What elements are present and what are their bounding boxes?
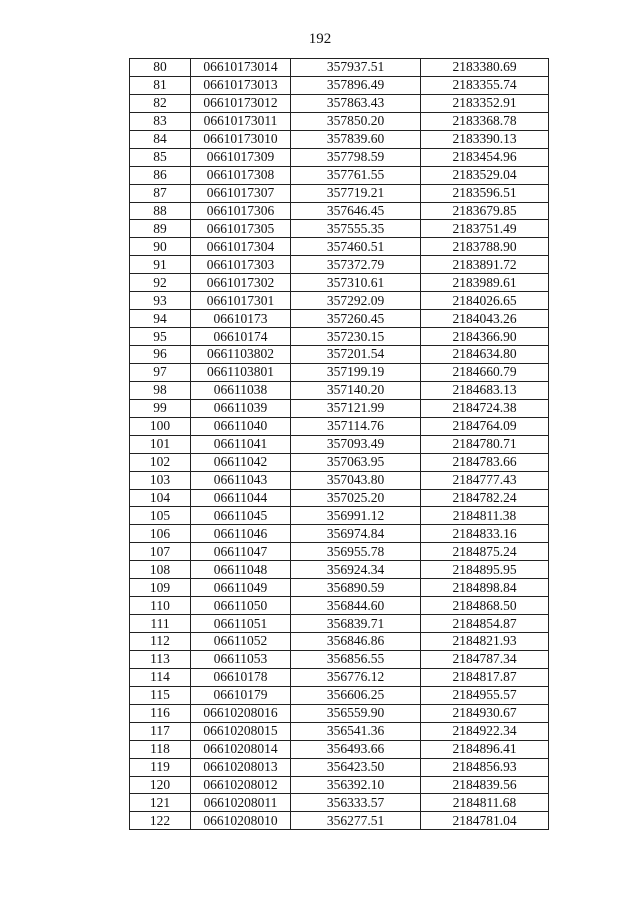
- point-id-cell: 0661017309: [191, 148, 291, 166]
- y-coordinate-cell: 2183989.61: [421, 274, 549, 292]
- y-coordinate-cell: 2184821.93: [421, 633, 549, 651]
- row-number-cell: 89: [130, 220, 191, 238]
- x-coordinate-cell: 357937.51: [291, 59, 421, 77]
- point-id-cell: 06611052: [191, 633, 291, 651]
- y-coordinate-cell: 2184782.24: [421, 489, 549, 507]
- x-coordinate-cell: 357761.55: [291, 166, 421, 184]
- table-row: [130, 776, 549, 794]
- x-coordinate-cell: 356493.66: [291, 740, 421, 758]
- x-coordinate-cell: 357025.20: [291, 489, 421, 507]
- table-row: [130, 435, 549, 453]
- row-number-cell: 114: [130, 668, 191, 686]
- x-coordinate-cell: 356974.84: [291, 525, 421, 543]
- y-coordinate-cell: 2184833.16: [421, 525, 549, 543]
- row-number-cell: 116: [130, 704, 191, 722]
- table-row: [130, 112, 549, 130]
- point-id-cell: 06610173013: [191, 76, 291, 94]
- point-id-cell: 06610208014: [191, 740, 291, 758]
- x-coordinate-cell: 356277.51: [291, 812, 421, 830]
- x-coordinate-cell: 356955.78: [291, 543, 421, 561]
- point-id-cell: 0661103801: [191, 363, 291, 381]
- x-coordinate-cell: 356776.12: [291, 668, 421, 686]
- point-id-cell: 06610208011: [191, 794, 291, 812]
- point-id-cell: 0661017304: [191, 238, 291, 256]
- x-coordinate-cell: 356890.59: [291, 579, 421, 597]
- table-row: [130, 507, 549, 525]
- row-number-cell: 110: [130, 597, 191, 615]
- point-id-cell: 06611048: [191, 561, 291, 579]
- table-row: [130, 650, 549, 668]
- x-coordinate-cell: 356991.12: [291, 507, 421, 525]
- x-coordinate-cell: 357292.09: [291, 292, 421, 310]
- point-id-cell: 0661017303: [191, 256, 291, 274]
- row-number-cell: 94: [130, 310, 191, 328]
- table-row: [130, 794, 549, 812]
- point-id-cell: 06610173011: [191, 112, 291, 130]
- table-row: [130, 274, 549, 292]
- point-id-cell: 0661017308: [191, 166, 291, 184]
- x-coordinate-cell: 356839.71: [291, 615, 421, 633]
- x-coordinate-cell: 356846.86: [291, 633, 421, 651]
- y-coordinate-cell: 2183390.13: [421, 130, 549, 148]
- point-id-cell: 06611040: [191, 417, 291, 435]
- y-coordinate-cell: 2184777.43: [421, 471, 549, 489]
- y-coordinate-cell: 2184787.34: [421, 650, 549, 668]
- table-row: [130, 256, 549, 274]
- point-id-cell: 06611051: [191, 615, 291, 633]
- page-number: 192: [308, 31, 332, 47]
- y-coordinate-cell: 2183751.49: [421, 220, 549, 238]
- y-coordinate-cell: 2184634.80: [421, 346, 549, 364]
- row-number-cell: 86: [130, 166, 191, 184]
- row-number-cell: 103: [130, 471, 191, 489]
- table-row: [130, 489, 549, 507]
- row-number-cell: 122: [130, 812, 191, 830]
- x-coordinate-cell: 357863.43: [291, 94, 421, 112]
- point-id-cell: 0661017306: [191, 202, 291, 220]
- point-id-cell: 0661017302: [191, 274, 291, 292]
- point-id-cell: 06611043: [191, 471, 291, 489]
- table-row: [130, 686, 549, 704]
- x-coordinate-cell: 357372.79: [291, 256, 421, 274]
- y-coordinate-cell: 2183454.96: [421, 148, 549, 166]
- x-coordinate-cell: 356844.60: [291, 597, 421, 615]
- coordinates-table-body: [130, 59, 549, 830]
- x-coordinate-cell: 357199.19: [291, 363, 421, 381]
- table-row: [130, 328, 549, 346]
- row-number-cell: 111: [130, 615, 191, 633]
- row-number-cell: 84: [130, 130, 191, 148]
- y-coordinate-cell: 2184043.26: [421, 310, 549, 328]
- row-number-cell: 112: [130, 633, 191, 651]
- x-coordinate-cell: 357798.59: [291, 148, 421, 166]
- y-coordinate-cell: 2184783.66: [421, 453, 549, 471]
- point-id-cell: 06610173012: [191, 94, 291, 112]
- table-row: [130, 417, 549, 435]
- x-coordinate-cell: 357460.51: [291, 238, 421, 256]
- point-id-cell: 06610208015: [191, 722, 291, 740]
- x-coordinate-cell: 356423.50: [291, 758, 421, 776]
- y-coordinate-cell: 2184660.79: [421, 363, 549, 381]
- point-id-cell: 06611047: [191, 543, 291, 561]
- row-number-cell: 105: [130, 507, 191, 525]
- y-coordinate-cell: 2184854.87: [421, 615, 549, 633]
- row-number-cell: 100: [130, 417, 191, 435]
- point-id-cell: 0661017301: [191, 292, 291, 310]
- y-coordinate-cell: 2184811.38: [421, 507, 549, 525]
- table-row: [130, 94, 549, 112]
- table-row: [130, 381, 549, 399]
- x-coordinate-cell: 356333.57: [291, 794, 421, 812]
- y-coordinate-cell: 2183352.91: [421, 94, 549, 112]
- row-number-cell: 119: [130, 758, 191, 776]
- y-coordinate-cell: 2184875.24: [421, 543, 549, 561]
- x-coordinate-cell: 357043.80: [291, 471, 421, 489]
- y-coordinate-cell: 2183529.04: [421, 166, 549, 184]
- y-coordinate-cell: 2184896.41: [421, 740, 549, 758]
- row-number-cell: 98: [130, 381, 191, 399]
- y-coordinate-cell: 2184366.90: [421, 328, 549, 346]
- y-coordinate-cell: 2183788.90: [421, 238, 549, 256]
- point-id-cell: 0661017307: [191, 184, 291, 202]
- table-row: [130, 525, 549, 543]
- table-row: [130, 758, 549, 776]
- x-coordinate-cell: 357896.49: [291, 76, 421, 94]
- row-number-cell: 93: [130, 292, 191, 310]
- table-row: [130, 453, 549, 471]
- point-id-cell: 06611050: [191, 597, 291, 615]
- y-coordinate-cell: 2183355.74: [421, 76, 549, 94]
- x-coordinate-cell: 357114.76: [291, 417, 421, 435]
- point-id-cell: 06610173010: [191, 130, 291, 148]
- point-id-cell: 06610178: [191, 668, 291, 686]
- table-row: [130, 184, 549, 202]
- y-coordinate-cell: 2184724.38: [421, 399, 549, 417]
- x-coordinate-cell: 357646.45: [291, 202, 421, 220]
- table-row: [130, 561, 549, 579]
- y-coordinate-cell: 2184683.13: [421, 381, 549, 399]
- point-id-cell: 06610208012: [191, 776, 291, 794]
- point-id-cell: 06611038: [191, 381, 291, 399]
- row-number-cell: 83: [130, 112, 191, 130]
- point-id-cell: 06611044: [191, 489, 291, 507]
- row-number-cell: 120: [130, 776, 191, 794]
- x-coordinate-cell: 357839.60: [291, 130, 421, 148]
- point-id-cell: 06610179: [191, 686, 291, 704]
- x-coordinate-cell: 356924.34: [291, 561, 421, 579]
- point-id-cell: 06611045: [191, 507, 291, 525]
- table-row: [130, 76, 549, 94]
- row-number-cell: 117: [130, 722, 191, 740]
- point-id-cell: 06611039: [191, 399, 291, 417]
- table-row: [130, 633, 549, 651]
- x-coordinate-cell: 357310.61: [291, 274, 421, 292]
- row-number-cell: 85: [130, 148, 191, 166]
- x-coordinate-cell: 357260.45: [291, 310, 421, 328]
- table-row: [130, 615, 549, 633]
- coordinates-table: [129, 58, 549, 830]
- x-coordinate-cell: 357140.20: [291, 381, 421, 399]
- table-row: [130, 471, 549, 489]
- row-number-cell: 91: [130, 256, 191, 274]
- x-coordinate-cell: 357063.95: [291, 453, 421, 471]
- table-row: [130, 148, 549, 166]
- point-id-cell: 06611053: [191, 650, 291, 668]
- x-coordinate-cell: 357230.15: [291, 328, 421, 346]
- point-id-cell: 06610208010: [191, 812, 291, 830]
- y-coordinate-cell: 2184868.50: [421, 597, 549, 615]
- point-id-cell: 06611049: [191, 579, 291, 597]
- y-coordinate-cell: 2184781.04: [421, 812, 549, 830]
- table-row: [130, 543, 549, 561]
- x-coordinate-cell: 357850.20: [291, 112, 421, 130]
- point-id-cell: 06610208016: [191, 704, 291, 722]
- table-row: [130, 346, 549, 364]
- row-number-cell: 113: [130, 650, 191, 668]
- y-coordinate-cell: 2184930.67: [421, 704, 549, 722]
- x-coordinate-cell: 357719.21: [291, 184, 421, 202]
- x-coordinate-cell: 356541.36: [291, 722, 421, 740]
- point-id-cell: 06611046: [191, 525, 291, 543]
- row-number-cell: 82: [130, 94, 191, 112]
- point-id-cell: 0661103802: [191, 346, 291, 364]
- table-row: [130, 399, 549, 417]
- y-coordinate-cell: 2184764.09: [421, 417, 549, 435]
- y-coordinate-cell: 2184811.68: [421, 794, 549, 812]
- row-number-cell: 102: [130, 453, 191, 471]
- x-coordinate-cell: 357121.99: [291, 399, 421, 417]
- y-coordinate-cell: 2183596.51: [421, 184, 549, 202]
- row-number-cell: 87: [130, 184, 191, 202]
- row-number-cell: 99: [130, 399, 191, 417]
- table-row: [130, 130, 549, 148]
- table-row: [130, 220, 549, 238]
- y-coordinate-cell: 2184026.65: [421, 292, 549, 310]
- y-coordinate-cell: 2183380.69: [421, 59, 549, 77]
- table-row: [130, 579, 549, 597]
- y-coordinate-cell: 2184955.57: [421, 686, 549, 704]
- table-row: [130, 597, 549, 615]
- y-coordinate-cell: 2184895.95: [421, 561, 549, 579]
- y-coordinate-cell: 2183368.78: [421, 112, 549, 130]
- row-number-cell: 106: [130, 525, 191, 543]
- row-number-cell: 121: [130, 794, 191, 812]
- row-number-cell: 109: [130, 579, 191, 597]
- y-coordinate-cell: 2184839.56: [421, 776, 549, 794]
- table-row: [130, 363, 549, 381]
- table-row: [130, 310, 549, 328]
- table-row: [130, 166, 549, 184]
- x-coordinate-cell: 356606.25: [291, 686, 421, 704]
- point-id-cell: 0661017305: [191, 220, 291, 238]
- row-number-cell: 96: [130, 346, 191, 364]
- y-coordinate-cell: 2184922.34: [421, 722, 549, 740]
- x-coordinate-cell: 357201.54: [291, 346, 421, 364]
- row-number-cell: 90: [130, 238, 191, 256]
- table-row: [130, 292, 549, 310]
- table-row: [130, 704, 549, 722]
- point-id-cell: 06611042: [191, 453, 291, 471]
- row-number-cell: 88: [130, 202, 191, 220]
- row-number-cell: 104: [130, 489, 191, 507]
- x-coordinate-cell: 356856.55: [291, 650, 421, 668]
- row-number-cell: 95: [130, 328, 191, 346]
- point-id-cell: 06610173014: [191, 59, 291, 77]
- point-id-cell: 06610208013: [191, 758, 291, 776]
- row-number-cell: 92: [130, 274, 191, 292]
- table-row: [130, 722, 549, 740]
- table-row: [130, 202, 549, 220]
- row-number-cell: 101: [130, 435, 191, 453]
- row-number-cell: 107: [130, 543, 191, 561]
- point-id-cell: 06610173: [191, 310, 291, 328]
- point-id-cell: 06611041: [191, 435, 291, 453]
- table-row: [130, 812, 549, 830]
- y-coordinate-cell: 2183891.72: [421, 256, 549, 274]
- table-row: [130, 668, 549, 686]
- x-coordinate-cell: 356392.10: [291, 776, 421, 794]
- y-coordinate-cell: 2184817.87: [421, 668, 549, 686]
- row-number-cell: 115: [130, 686, 191, 704]
- x-coordinate-cell: 357555.35: [291, 220, 421, 238]
- x-coordinate-cell: 357093.49: [291, 435, 421, 453]
- row-number-cell: 97: [130, 363, 191, 381]
- table-row: [130, 59, 549, 77]
- y-coordinate-cell: 2184780.71: [421, 435, 549, 453]
- x-coordinate-cell: 356559.90: [291, 704, 421, 722]
- row-number-cell: 118: [130, 740, 191, 758]
- table-row: [130, 740, 549, 758]
- row-number-cell: 81: [130, 76, 191, 94]
- row-number-cell: 80: [130, 59, 191, 77]
- y-coordinate-cell: 2184856.93: [421, 758, 549, 776]
- point-id-cell: 06610174: [191, 328, 291, 346]
- table-row: [130, 238, 549, 256]
- row-number-cell: 108: [130, 561, 191, 579]
- y-coordinate-cell: 2183679.85: [421, 202, 549, 220]
- y-coordinate-cell: 2184898.84: [421, 579, 549, 597]
